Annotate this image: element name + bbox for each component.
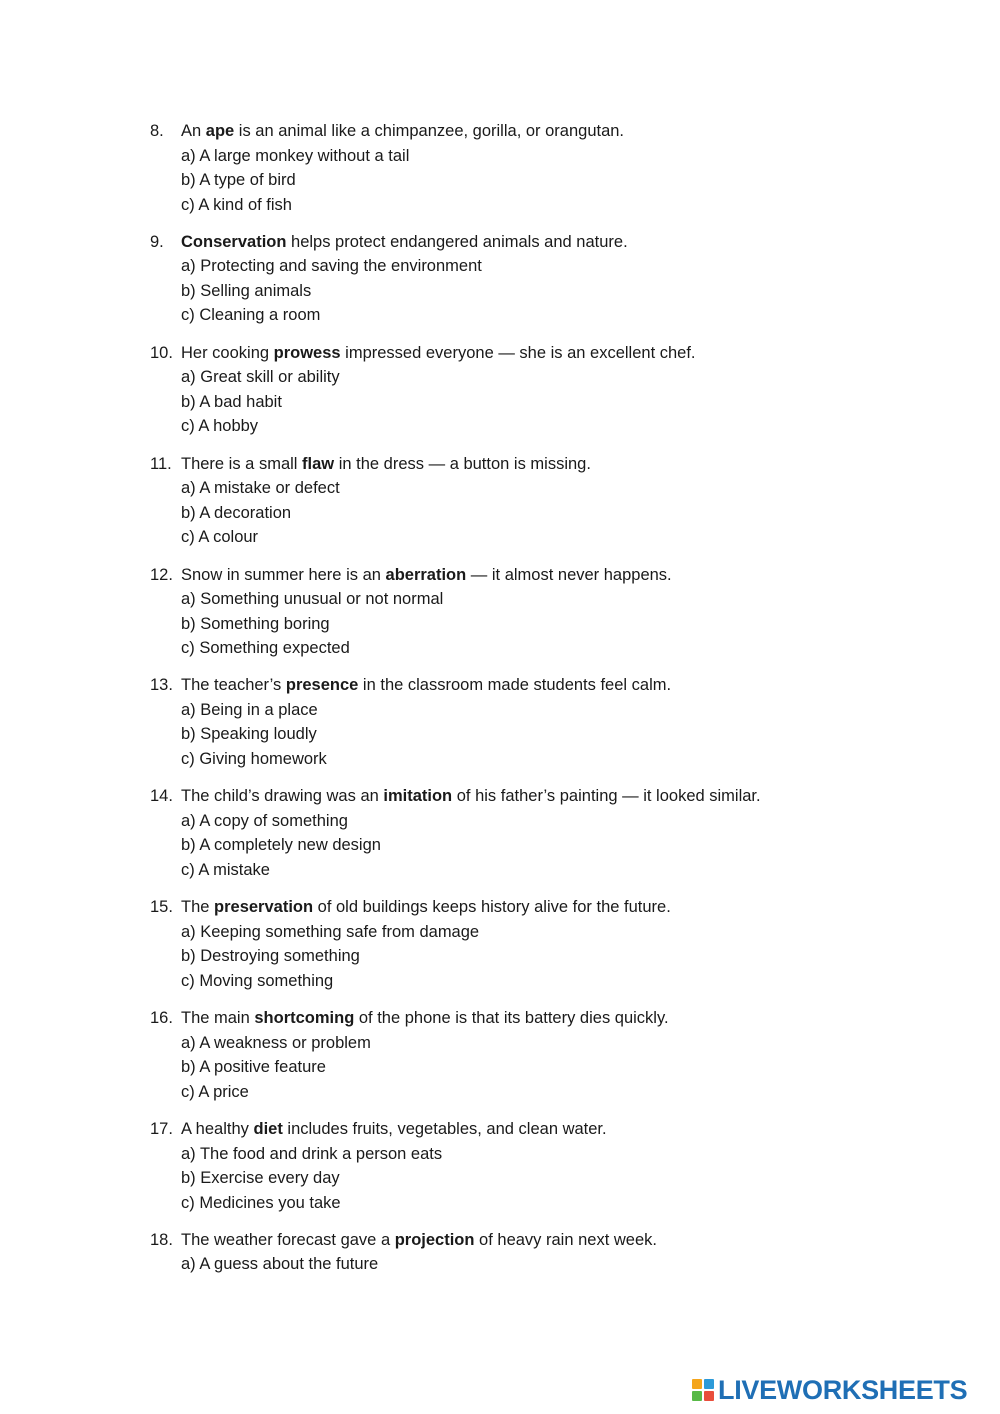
question-number: 13. xyxy=(150,676,173,695)
question-text-before: The xyxy=(181,898,215,917)
question-text-before: There is a small xyxy=(181,454,303,473)
question-number: 17. xyxy=(150,1120,173,1139)
answer-option: c) Something expected xyxy=(181,639,350,658)
vocabulary-keyword: shortcoming xyxy=(254,1009,355,1028)
question-text-after: — it almost never happens. xyxy=(466,565,672,584)
question-text-before: The teacher’s xyxy=(181,676,286,695)
answer-option: a) Something unusual or not normal xyxy=(181,590,444,609)
question-stem xyxy=(150,119,950,144)
answer-option: b) A decoration xyxy=(181,503,292,522)
answer-option: c) Moving something xyxy=(181,971,334,990)
question-item xyxy=(150,563,950,661)
logo-square-4 xyxy=(704,1391,714,1401)
question-item xyxy=(150,673,950,771)
question-item xyxy=(150,1006,950,1104)
question-text-after: of old buildings keeps history alive for the future. xyxy=(313,898,671,917)
question-stem xyxy=(150,673,950,698)
question-text-after: of heavy rain next week. xyxy=(474,1230,657,1249)
question-number: 14. xyxy=(150,787,173,806)
answer-option: b) Something boring xyxy=(181,614,330,633)
answer-option: c) A colour xyxy=(181,528,259,547)
question-item xyxy=(150,895,950,993)
question-text-after: helps protect endangered animals and nature. xyxy=(286,232,628,251)
answer-option: b) Selling animals xyxy=(181,281,312,300)
question-item xyxy=(150,119,950,217)
question-item xyxy=(150,452,950,550)
question-item xyxy=(150,784,950,882)
vocabulary-keyword: preservation xyxy=(214,898,314,917)
question-item xyxy=(150,341,950,439)
question-stem xyxy=(150,230,950,255)
logo-square-3 xyxy=(692,1391,702,1401)
question-item xyxy=(150,1117,950,1215)
answer-option: a) Great skill or ability xyxy=(181,368,340,387)
vocabulary-keyword: aberration xyxy=(385,565,467,584)
question-number: 18. xyxy=(150,1230,173,1249)
question-stem xyxy=(150,1117,950,1142)
question-text-after: impressed everyone — she is an excellent chef. xyxy=(340,343,696,362)
liveworksheets-logo xyxy=(692,1376,967,1404)
vocabulary-keyword: presence xyxy=(285,676,359,695)
question-number: 9. xyxy=(150,232,164,251)
question-stem xyxy=(150,563,950,588)
answer-option: a) A weakness or problem xyxy=(181,1033,371,1052)
answer-option: c) Medicines you take xyxy=(181,1193,341,1212)
answer-option: c) A kind of fish xyxy=(181,195,292,214)
question-text-before: The child’s drawing was an xyxy=(181,787,384,806)
question-text-before: The main xyxy=(181,1009,255,1028)
question-text-after: of his father’s painting — it looked similar. xyxy=(452,787,761,806)
question-text-before: Snow in summer here is an xyxy=(181,565,386,584)
answer-option: a) A copy of something xyxy=(181,811,348,830)
question-number: 15. xyxy=(150,898,173,917)
logo-square-2 xyxy=(704,1379,714,1389)
vocabulary-keyword: Conservation xyxy=(181,232,287,251)
answer-option: b) A completely new design xyxy=(181,836,381,855)
vocabulary-keyword: prowess xyxy=(273,343,341,362)
answer-option: a) A large monkey without a tail xyxy=(181,146,410,165)
question-number: 12. xyxy=(150,565,173,584)
question-item xyxy=(150,1228,950,1277)
question-text-before: A healthy xyxy=(181,1120,254,1139)
question-text-before: Her cooking xyxy=(181,343,274,362)
vocabulary-keyword: imitation xyxy=(383,787,453,806)
logo-text: LIVEWORKSHEETS xyxy=(718,1374,968,1405)
question-number: 16. xyxy=(150,1009,173,1028)
answer-option: a) Keeping something safe from damage xyxy=(181,922,480,941)
question-stem xyxy=(150,452,950,477)
question-text-before: The weather forecast gave a xyxy=(181,1230,395,1249)
vocabulary-keyword: ape xyxy=(205,122,235,140)
question-item xyxy=(150,230,950,328)
question-text-after: is an animal like a chimpanzee, gorilla, or orangutan. xyxy=(234,122,625,140)
question-text-after: of the phone is that its battery dies quickly. xyxy=(354,1009,669,1028)
answer-option: b) Speaking loudly xyxy=(181,725,317,744)
vocabulary-keyword: diet xyxy=(253,1120,283,1139)
vocabulary-keyword: flaw xyxy=(302,454,335,473)
answer-option: a) A guess about the future xyxy=(181,1255,379,1274)
question-stem xyxy=(150,784,950,809)
question-stem xyxy=(150,341,950,366)
logo-square-1 xyxy=(692,1379,702,1389)
question-stem xyxy=(150,1006,950,1031)
question-stem xyxy=(150,895,950,920)
logo-mark-icon xyxy=(692,1379,714,1401)
question-text-after: in the classroom made students feel calm. xyxy=(358,676,672,695)
question-text-after: includes fruits, vegetables, and clean water. xyxy=(282,1120,607,1139)
answer-option: a) A mistake or defect xyxy=(181,479,340,498)
answer-option: b) A positive feature xyxy=(181,1058,326,1077)
question-number: 10. xyxy=(150,343,173,362)
answer-option: b) A type of bird xyxy=(181,171,296,189)
question-number: 11. xyxy=(150,454,172,473)
question-list xyxy=(150,119,950,1290)
answer-option: b) Destroying something xyxy=(181,947,360,966)
question-text-after: in the dress — a button is missing. xyxy=(334,454,591,473)
answer-option: c) A mistake xyxy=(181,860,270,879)
question-number: 8. xyxy=(150,122,164,140)
answer-option: b) A bad habit xyxy=(181,392,282,411)
answer-option: c) Cleaning a room xyxy=(181,306,321,325)
answer-option: c) A hobby xyxy=(181,417,259,436)
answer-option: a) Being in a place xyxy=(181,700,318,719)
answer-option: a) Protecting and saving the environment xyxy=(181,257,482,276)
vocabulary-keyword: projection xyxy=(394,1230,475,1249)
question-stem xyxy=(150,1228,950,1253)
answer-option: c) Giving homework xyxy=(181,749,327,768)
answer-option: c) A price xyxy=(181,1082,249,1101)
answer-option: a) The food and drink a person eats xyxy=(181,1144,443,1163)
question-text-before: An xyxy=(181,122,206,140)
answer-option: b) Exercise every day xyxy=(181,1169,340,1188)
